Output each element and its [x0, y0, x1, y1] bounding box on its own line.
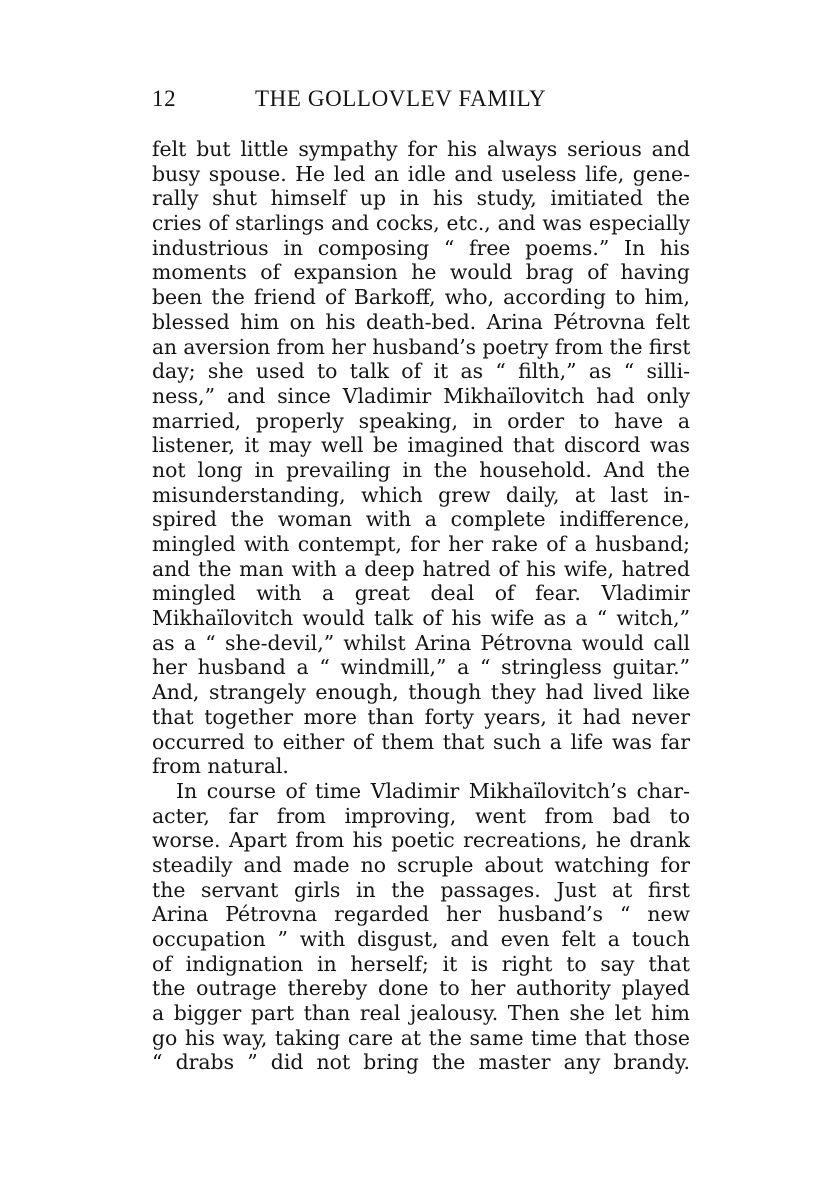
text-line: her husband a “ windmill,” a “ stringless guitar.”: [152, 655, 690, 680]
text-line: occupation ” with disgust, and even felt a touch: [152, 927, 690, 951]
text-line: of indignation in herself; it is right to say that: [152, 951, 690, 976]
text-line: and the man with a deep hatred of his wife, hatred: [152, 556, 690, 581]
text-line: as a “ she-devil,” whilst Arina Pétrovna would call: [152, 630, 690, 655]
text-line: that together more than forty years, it had never: [152, 704, 690, 729]
text-line: steadily and made no scruple about watching for: [152, 852, 690, 877]
text-line: “ drabs ” did not bring the master any brandy.: [152, 1050, 690, 1075]
text-line: the outrage thereby done to her authority played: [152, 976, 690, 1001]
text-line: And, strangely enough, though they had lived like: [152, 680, 690, 705]
text-line: occurred to either of them that such a life was far: [152, 729, 690, 754]
text-line: rally shut himself up in his study, imitiated the: [152, 186, 690, 211]
text-line: moments of expansion he would brag of having: [152, 260, 690, 285]
text-line: busy spouse. He led an idle and useless life, gene-: [152, 161, 690, 186]
text-line: worse. Apart from his poetic recreations, he drank: [152, 828, 690, 853]
text-line: married, properly speaking, in order to have a: [152, 408, 690, 433]
text-line: the servant girls in the passages. Just at first: [152, 877, 690, 902]
text-line: an aversion from her husband’s poetry from the first: [152, 334, 690, 359]
text-line: go his way, taking care at the same time that those: [152, 1025, 690, 1050]
text-line: a bigger part than real jealousy. Then she let him: [152, 1001, 690, 1026]
text-line: acter, far from improving, went from bad to: [152, 803, 690, 828]
body-text: [152, 137, 690, 1075]
text-line: day; she used to talk of it as “ filth,” as “ silli-: [152, 359, 690, 384]
text-line: ness,” and since Vladimir Mikhaïlovitch had only: [152, 383, 690, 408]
paragraph-end-line: from natural.: [152, 754, 289, 779]
text-line: blessed him on his death-bed. Arina Pétrovna felt: [152, 309, 690, 334]
text-line: been the friend of Barkoff, who, according to him,: [152, 285, 690, 310]
text-line: Arina Pétrovna regarded her husband’s “ new: [152, 902, 690, 927]
text-line: listener, it may well be imagined that discord was: [152, 433, 690, 458]
page-header: [152, 86, 690, 116]
text-line: industrious in composing “ free poems.” In his: [152, 235, 690, 260]
text-line: spired the woman with a complete indifference,: [152, 507, 690, 532]
text-line: not long in prevailing in the household. And the: [152, 457, 690, 482]
text-line: misunderstanding, which grew daily, at last in-: [152, 482, 690, 507]
text-line: Mikhaïlovitch would talk of his wife as a “ witch,”: [152, 606, 690, 631]
page-number: 12: [152, 86, 177, 111]
text-line: mingled with contempt, for her rake of a husband;: [152, 532, 690, 556]
text-line: felt but little sympathy for his always serious and: [152, 137, 690, 161]
text-line: cries of starlings and cocks, etc., and was especially: [152, 211, 690, 236]
paragraph-start-line: In course of time Vladimir Mikhaïlovitch’s char-: [176, 778, 690, 803]
text-line: mingled with a great deal of fear. Vladimir: [152, 581, 690, 606]
running-title: THE GOLLOVLEV FAMILY: [255, 86, 547, 111]
